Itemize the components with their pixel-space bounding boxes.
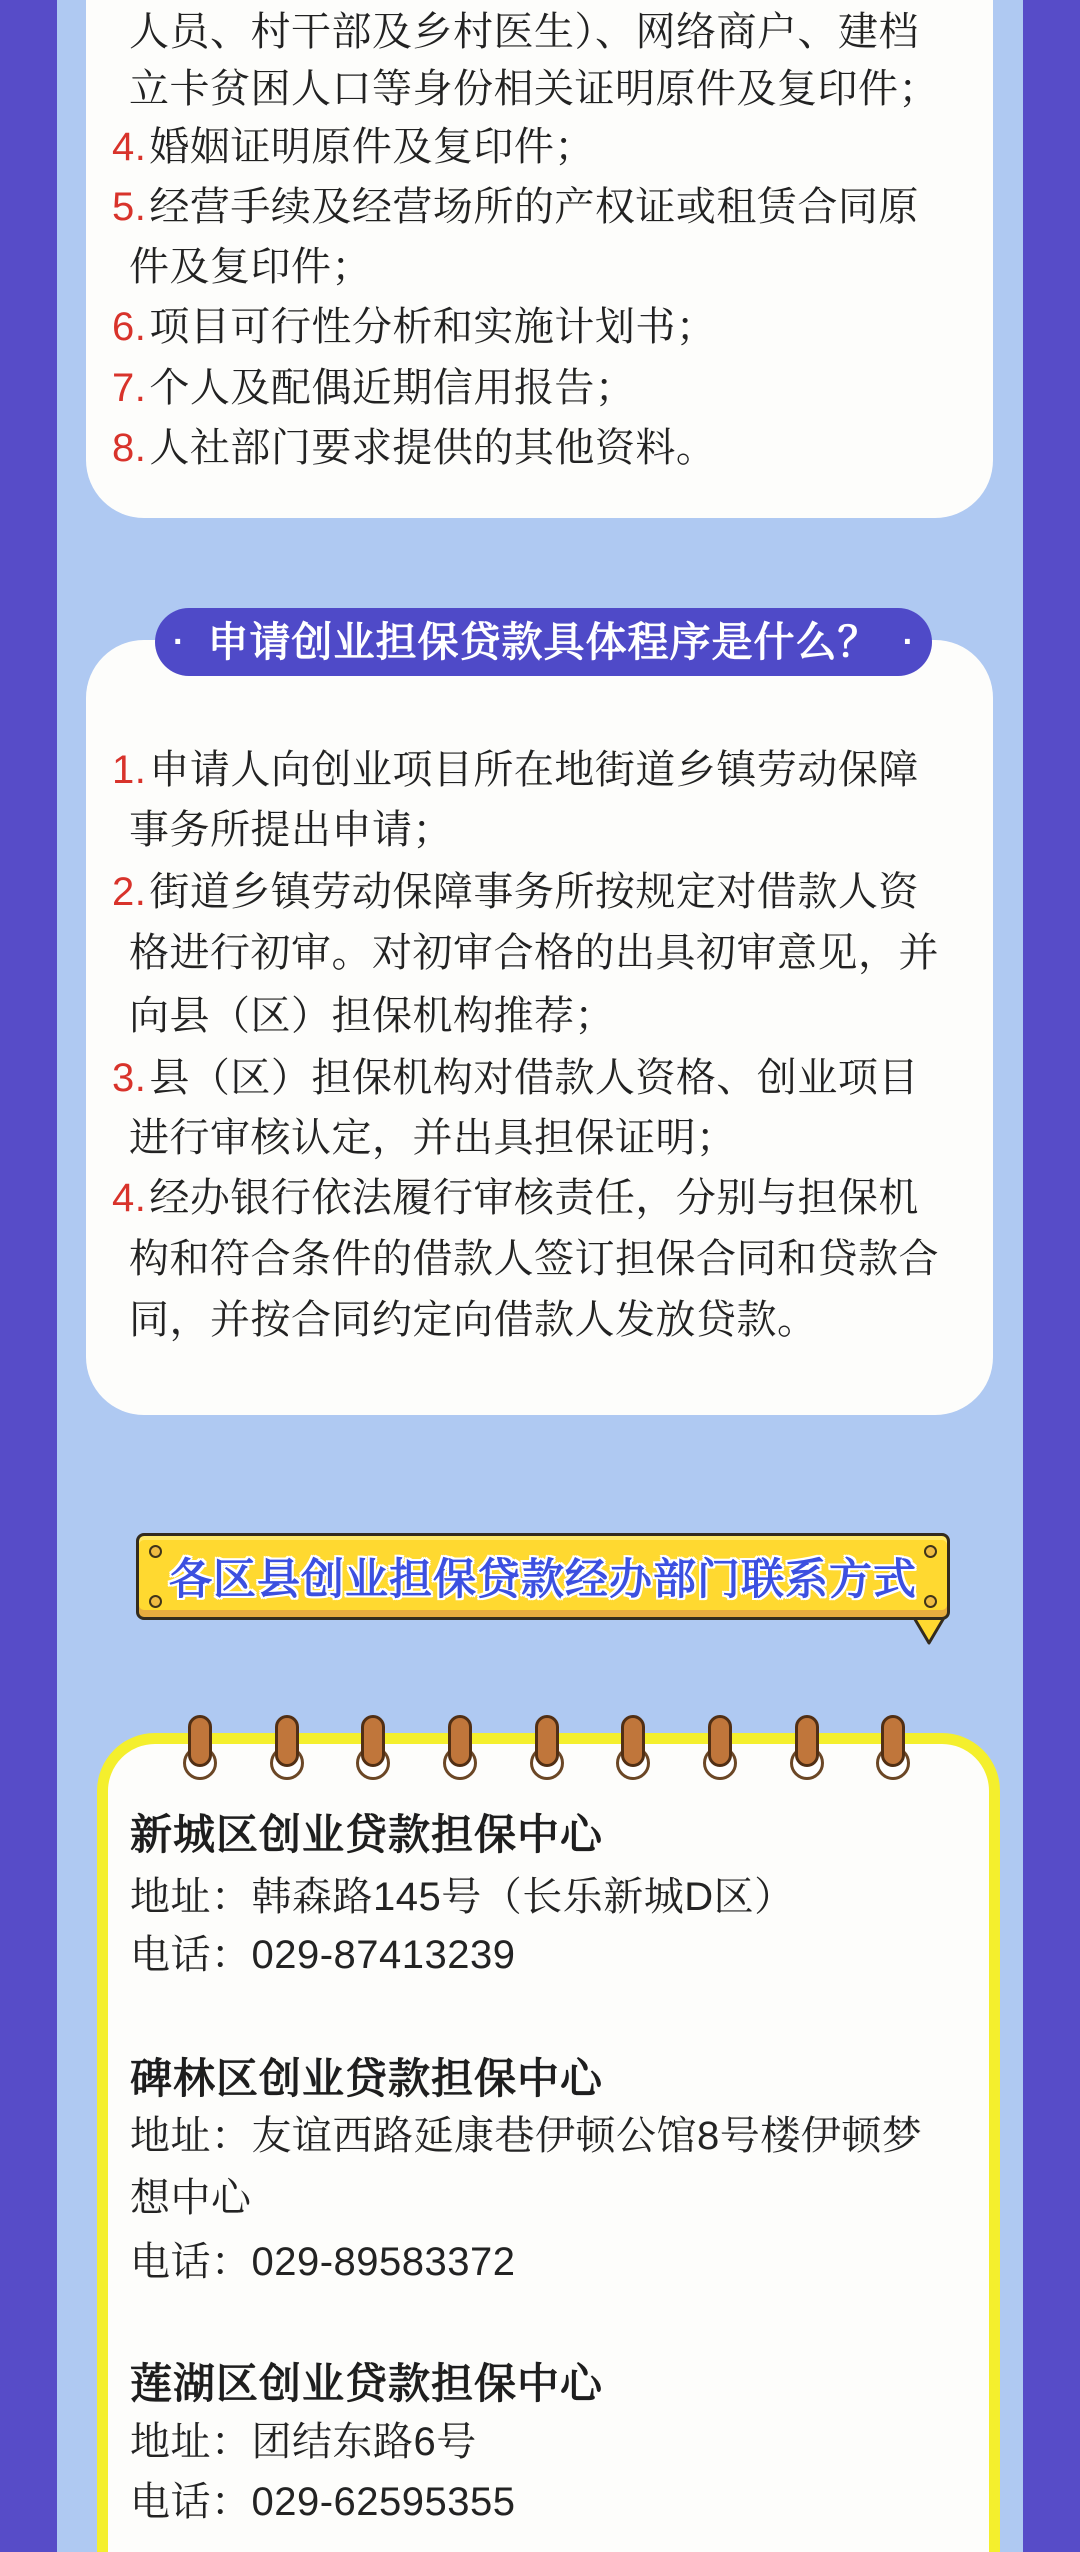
rivet-icon [149,1545,162,1558]
binder-ring-icon [621,1715,645,1767]
list-line [112,358,635,418]
list-number: 7. [112,366,147,410]
center-name: 莲湖区创业贷款担保中心 [130,2360,604,2407]
center-phone: 电话：029-87413239 [130,1933,516,1977]
list-line [126,59,939,119]
contact-section-banner [136,1533,950,1620]
list-line [126,2,919,62]
procedure-section-badge [155,608,932,676]
center-address: 地址：友谊西路延康巷伊顿公馆8号楼伊顿梦 [130,2114,923,2158]
rivet-icon [149,1595,162,1608]
center-phone: 电话：029-89583372 [130,2240,516,2284]
center-address: 地址：团结东路6号 [130,2420,477,2464]
center-name: 碑林区创业贷款担保中心 [130,2055,604,2102]
list-number: 3. [112,1056,147,1100]
list-text: 县（区）担保机构对借款人资格、创业项目 [149,1056,919,1100]
binder-ring-icon [535,1715,559,1767]
list-text: 经营手续及经营场所的产权证或租赁合同原 [149,185,919,229]
contact-notebook-card [97,1733,1000,2552]
list-line [112,1168,919,1228]
list-text: 人员、村干部及乡村医生）、网络商户、建档 [129,10,919,54]
list-line [112,862,919,922]
list-text: 经办银行依法履行审核责任，分别与担保机 [149,1176,919,1220]
rivet-icon [924,1595,937,1608]
list-line [112,177,919,237]
list-text: 事务所提出申请； [129,808,453,852]
list-text: 格进行初审。对初审合格的出具初审意见，并 [129,931,939,975]
list-line [112,117,595,177]
list-line [112,1048,919,1108]
list-number: 8. [112,426,147,470]
list-line [126,1290,818,1350]
list-line [112,297,716,357]
banner-title: 各区县创业担保贷款经办部门联系方式 [169,1556,917,1604]
binder-ring-icon [795,1715,819,1767]
binder-ring-icon [275,1715,299,1767]
list-text: 街道乡镇劳动保障事务所按规定对借款人资 [149,870,919,914]
list-number: 2. [112,870,147,914]
list-text: 同，并按合同约定向借款人发放贷款。 [129,1298,818,1342]
binder-ring-icon [448,1715,472,1767]
binder-ring-icon [188,1715,212,1767]
badge-left-dot-icon: · [173,623,185,661]
center-address: 想中心 [130,2176,252,2220]
binder-ring-icon [881,1715,905,1767]
list-number: 4. [112,125,147,169]
list-text: 进行审核认定，并出具担保证明； [129,1116,737,1160]
required-documents-card [86,0,993,518]
list-line [112,740,919,800]
binder-ring-icon [361,1715,385,1767]
list-line [126,986,615,1046]
list-line [126,1229,939,1289]
right-border-stripe [1023,0,1080,2552]
list-text: 构和符合条件的借款人签订担保合同和贷款合 [129,1237,939,1281]
list-line [126,1108,737,1168]
badge-right-dot-icon: · [902,623,914,661]
list-text: 人社部门要求提供的其他资料。 [149,426,717,470]
list-number: 5. [112,185,147,229]
list-line [112,418,716,478]
list-number: 4. [112,1176,147,1220]
list-text: 申请人向创业项目所在地街道乡镇劳动保障 [149,748,919,792]
rivet-icon [924,1545,937,1558]
list-line [126,237,372,297]
procedure-card [86,640,993,1415]
list-number: 6. [112,305,147,349]
list-text: 项目可行性分析和实施计划书； [149,305,717,349]
badge-title: 申请创业担保贷款具体程序是什么？ [207,619,880,665]
list-text: 立卡贫困人口等身份相关证明原件及复印件； [129,67,939,111]
list-line [126,800,453,860]
left-border-stripe [0,0,57,2552]
list-text: 个人及配偶近期信用报告； [149,366,636,410]
list-line [126,923,939,983]
center-phone: 电话：029-62595355 [130,2480,516,2524]
list-number: 1. [112,748,147,792]
list-text: 向县（区）担保机构推荐； [129,994,615,1038]
center-name: 新城区创业贷款担保中心 [130,1811,604,1858]
list-text: 件及复印件； [129,245,372,289]
list-text: 婚姻证明原件及复印件； [149,125,595,169]
binder-ring-icon [708,1715,732,1767]
center-address: 地址：韩森路145号（长乐新城D区） [130,1875,795,1919]
